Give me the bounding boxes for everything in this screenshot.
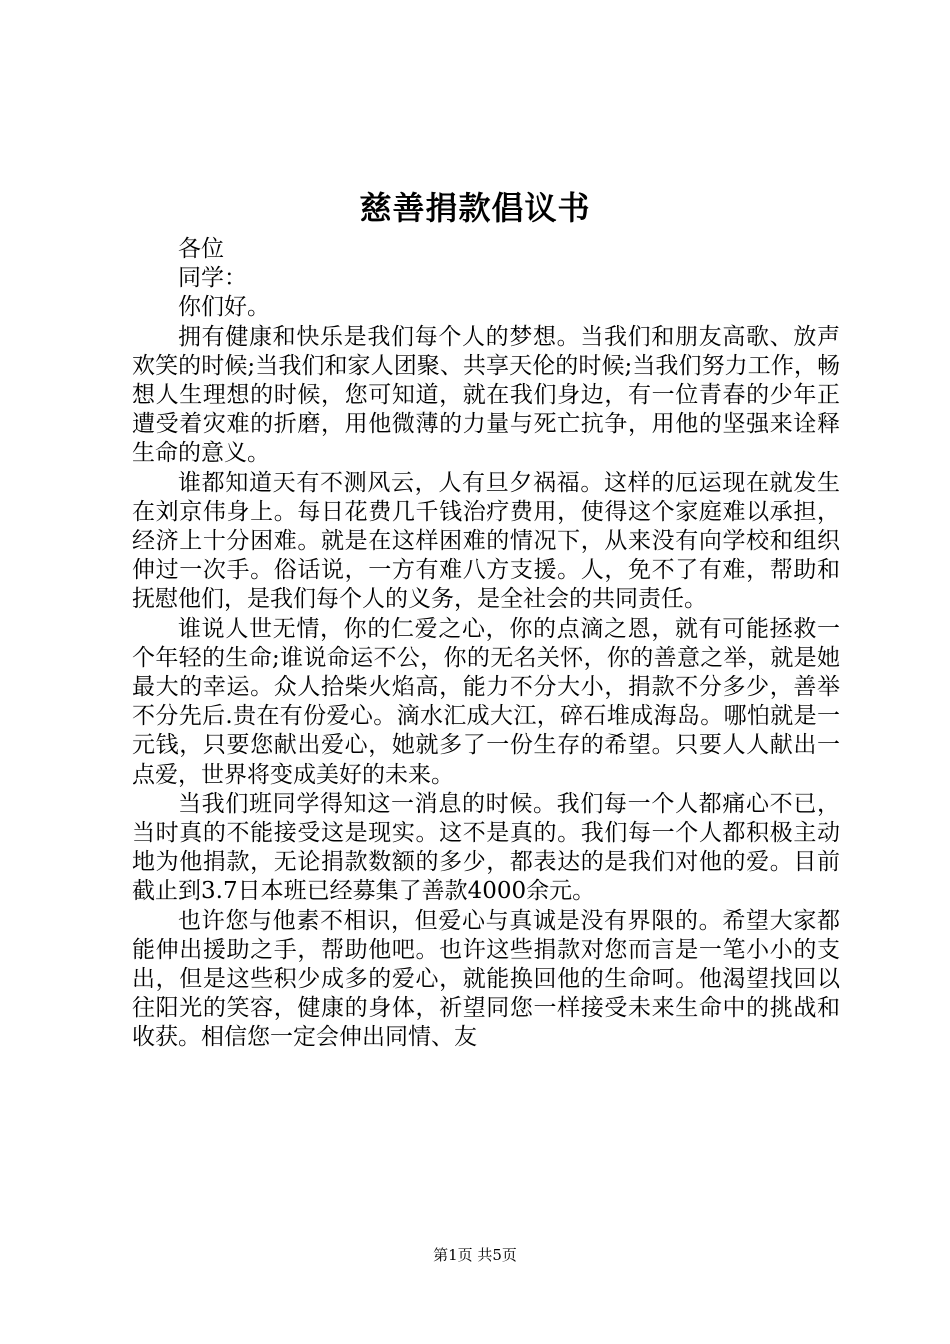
body-paragraph: 谁都知道天有不测风云，人有旦夕祸福。这样的厄运现在就发生在刘京伟身上。每日花费几千钱治疗费用，使得这个家庭难以承担，经济上十分困难。就是在这样困难的情况下，从来没有向学校和组织伸过一次手。俗话说，一方有难八方支援。人，免不了有难，帮助和抚慰他们，是我们每个人的义务，是全社会的共同责任。 <box>132 469 840 613</box>
body-paragraph: 谁说人世无情，你的仁爱之心，你的点滴之恩，就有可能拯救一个年轻的生命;谁说命运不公，你的无名关怀，你的善意之举，就是她最大的幸运。众人拾柴火焰高，能力不分大小，捐款不分多少，善举不分先后.贵在有份爱心。滴水汇成大江，碎石堆成海岛。哪怕就是一元钱，只要您献出爱心，她就多了一份生存的希望。只要人人献出一点爱，世界将变成美好的未来。 <box>132 615 840 788</box>
body-paragraph: 也许您与他素不相识，但爱心与真诚是没有界限的。希望大家都能伸出援助之手，帮助他吧。也许这些捐款对您而言是一笔小小的支出，但是这些积少成多的爱心，就能换回他的生命呵。他渴望找回以往阳光的笑容，健康的身体，祈望同您一样接受未来生命中的挑战和收获。相信您一定会伸出同情、友 <box>132 907 840 1051</box>
body-paragraph: 拥有健康和快乐是我们每个人的梦想。当我们和朋友高歌、放声欢笑的时候;当我们和家人团聚、共享天伦的时候;当我们努力工作，畅想人生理想的时候，您可知道，就在我们身边，有一位青春的少年正遭受着灾难的折磨，用他微薄的力量与死亡抗争，用他的坚强来诠释生命的意义。 <box>132 323 840 467</box>
page-number-footer: 第1页 共5页 <box>433 1246 517 1264</box>
salutation-line-2: 同学： <box>178 265 247 292</box>
document-title: 慈善捐款倡议书 <box>359 189 591 227</box>
salutation-line-1: 各位 <box>178 236 224 262</box>
document-body <box>132 235 840 1053</box>
greeting-line: 你们好。 <box>178 294 270 321</box>
body-paragraph: 当我们班同学得知这一消息的时候。我们每一个人都痛心不已，当时真的不能接受这是现实。这不是真的。我们每一个人都积极主动地为他捐款，无论捐款数额的多少，都表达的是我们对他的爱。目前截止到3.7日本班已经募集了善款4000余元。 <box>132 790 840 905</box>
